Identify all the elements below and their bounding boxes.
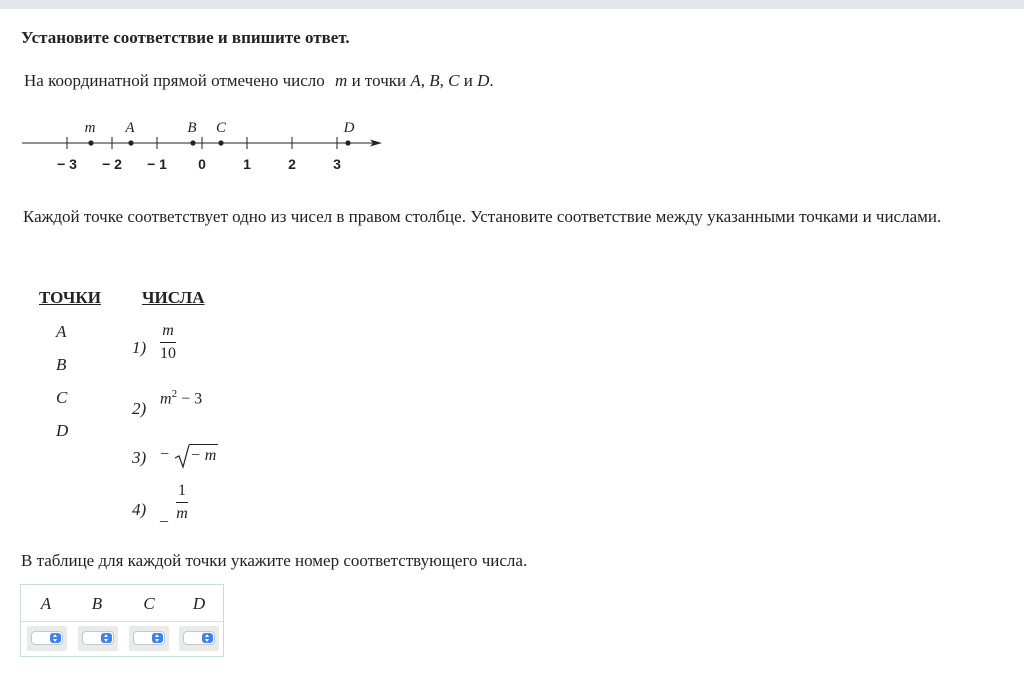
option-3-vinculum [189, 444, 218, 445]
answer-header-c: C [143, 594, 155, 613]
answer-select-b[interactable] [82, 631, 114, 645]
option-2-base: m [160, 390, 172, 408]
option-1-fraction-bar [160, 342, 176, 343]
answer-prompt: В таблице для каждой точки укажите номер соответствующего числа. [21, 551, 528, 570]
point-m-dot [88, 140, 93, 145]
intro-b: B [429, 71, 440, 90]
option-1-label: 1) [132, 338, 147, 357]
option-4-numerator: 1 [178, 482, 186, 499]
option-3-label: 3) [132, 448, 147, 467]
intro-d: D [477, 71, 490, 90]
top-bar [0, 0, 1024, 9]
number-line [18, 112, 388, 174]
tick-label-minus-1: − 1 [147, 156, 167, 172]
answer-cell-a [27, 626, 67, 651]
option-2-label: 2) [132, 399, 147, 418]
option-4-minus: _ [160, 507, 168, 524]
intro-sep1: , [420, 71, 425, 90]
task-heading: Установите соответствие и впишите ответ. [21, 28, 350, 47]
select-arrows-icon [202, 633, 213, 643]
option-4-label: 4) [132, 500, 147, 519]
intro-end: . [489, 71, 494, 90]
option-1-numerator: m [162, 322, 174, 339]
point-a: A [56, 322, 67, 341]
point-c: C [56, 388, 68, 407]
option-4-fraction-bar [176, 502, 188, 503]
option-2-expression [160, 388, 202, 408]
answer-select-d[interactable] [183, 631, 215, 645]
intro-c: C [448, 71, 460, 90]
intro-before: На координатной прямой отмечено число [24, 71, 325, 90]
select-arrows-icon [101, 633, 112, 643]
intro-sep2: , [439, 71, 444, 90]
point-b-dot [190, 140, 195, 145]
intro-and: и [463, 71, 473, 90]
option-3-expression [160, 443, 230, 471]
answer-select-c[interactable] [133, 631, 165, 645]
points-column-header: ТОЧКИ [39, 288, 101, 307]
select-arrows-icon [50, 633, 61, 643]
answer-header-b: B [91, 594, 103, 613]
intro-middle: и точки [351, 71, 407, 90]
point-d-dot [345, 140, 350, 145]
intro-text [24, 71, 494, 91]
answer-select-a[interactable] [31, 631, 63, 645]
select-arrows-icon [152, 633, 163, 643]
instruction-paragraph: Каждой точке соответствует одно из чисел в правом столбце. Установите соответствие между указанными точками и числами. [23, 207, 942, 226]
point-label-c: C [215, 120, 227, 136]
option-4-fraction [176, 482, 188, 523]
intro-m: m [335, 71, 348, 90]
tick-label-3: 3 [333, 156, 341, 172]
point-label-b: B [187, 120, 197, 136]
answer-table-header-row [21, 585, 223, 622]
answer-table [20, 584, 224, 657]
option-3-radicand: − m [190, 447, 217, 464]
tick-label-minus-2: − 2 [102, 156, 122, 172]
option-3-minus: − [160, 446, 170, 463]
intro-a: A [410, 71, 421, 90]
option-2-rest: − 3 [177, 390, 203, 408]
tick-label-1: 1 [243, 156, 251, 172]
point-b: B [56, 355, 67, 374]
answer-cell-c [129, 626, 169, 651]
point-label-d: D [343, 120, 355, 136]
answer-cell-d [179, 626, 219, 651]
point-a-dot [128, 140, 133, 145]
answer-header-d: D [192, 594, 206, 613]
tick-label-2: 2 [288, 156, 296, 172]
option-1-denominator: 10 [160, 345, 176, 362]
point-c-dot [218, 140, 223, 145]
answer-header-a: A [40, 594, 52, 613]
option-4-denominator: m [176, 505, 188, 522]
sqrt-icon [174, 443, 190, 469]
tick-label-minus-3: − 3 [57, 156, 77, 172]
numbers-column-header: ЧИСЛА [142, 288, 205, 307]
point-label-a: A [125, 120, 135, 136]
option-1-fraction [160, 322, 176, 363]
point-d: D [56, 421, 69, 440]
option-2-exponent: 2 [171, 388, 178, 400]
point-label-m: m [84, 120, 96, 136]
answer-cell-b [78, 626, 118, 651]
tick-label-0: 0 [198, 156, 206, 172]
